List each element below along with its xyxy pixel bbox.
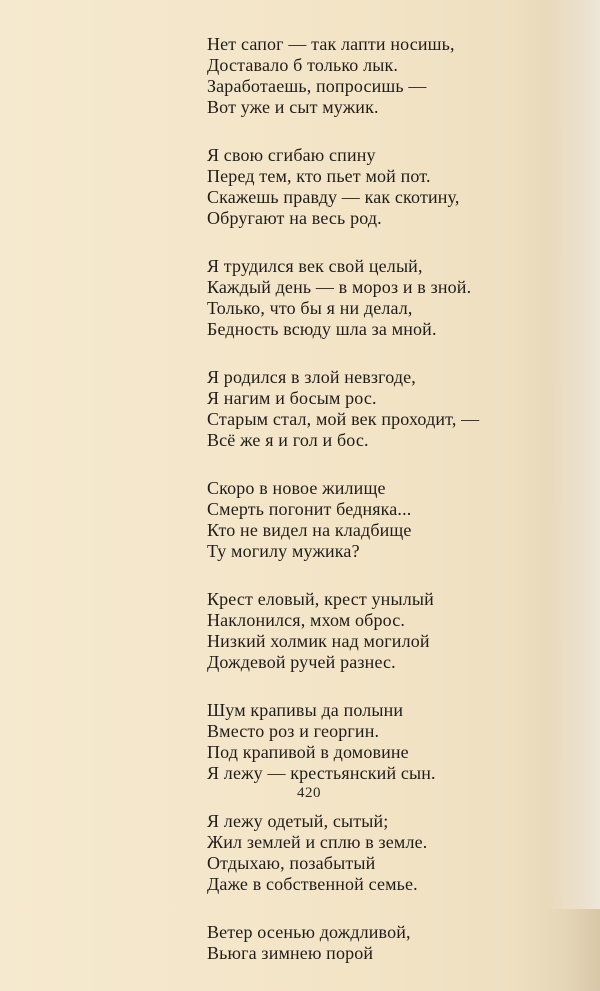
page-number: 420 (297, 785, 321, 801)
stanza-9 (207, 922, 517, 964)
poem-line: Только, что бы я ни делал, (207, 298, 413, 318)
poem-line: Даже в собственной семье. (207, 874, 418, 894)
stanza-5 (207, 478, 517, 562)
poem-line: Низкий холмик над могилой (207, 631, 430, 651)
poem-line: Я свою сгибаю спину (207, 145, 376, 165)
poem-text (207, 34, 517, 991)
poem-line: Скоро в новое жилище (207, 478, 386, 498)
stanza-4 (207, 367, 517, 451)
poem-line: Я лежу одетый, сытый; (207, 811, 389, 831)
poem-line: Я лежу — крестьянский сын. (207, 763, 436, 783)
poem-line: Всё же я и гол и бос. (207, 430, 369, 450)
poem-line: Я трудился век свой целый, (207, 256, 423, 276)
poem-line: Старым стал, мой век проходит, — (207, 409, 480, 429)
stanza-2 (207, 145, 517, 229)
poem-line: Наклонился, мхом оброс. (207, 610, 406, 630)
poem-line: Смерть погонит бедняка... (207, 499, 412, 519)
poem-line: Бедность всюду шла за мной. (207, 319, 437, 339)
poem-line: Скажешь правду — как скотину, (207, 187, 460, 207)
poem-line: Обругают на весь род. (207, 208, 382, 228)
poem-line: Нет сапог — так лапти носишь, (207, 34, 455, 54)
poem-line: Я нагим и босым рос. (207, 388, 377, 408)
stanza-8 (207, 811, 517, 895)
poem-line: Вместо роз и георгин. (207, 721, 380, 741)
poem-line: Кто не видел на кладбище (207, 520, 412, 540)
poem-line: Жил землей и сплю в земле. (207, 832, 428, 852)
stanza-6 (207, 589, 517, 673)
stanza-7 (207, 700, 517, 784)
poem-line: Дождевой ручей разнес. (207, 652, 396, 672)
poem-line: Перед тем, кто пьет мой пот. (207, 166, 431, 186)
poem-line: Доставало б только лык. (207, 55, 399, 75)
poem-line: Ту могилу мужика? (207, 541, 360, 561)
poem-line: Шум крапивы да полыни (207, 700, 404, 720)
stanza-1 (207, 34, 517, 118)
poem-line: Заработаешь, попросишь — (207, 76, 427, 96)
poem-line: Ветер осенью дождливой, (207, 922, 411, 942)
poem-line: Крест еловый, крест унылый (207, 589, 434, 609)
poem-line: Вот уже и сыт мужик. (207, 97, 379, 117)
poem-line: Я родился в злой невзгоде, (207, 367, 416, 387)
stanza-3 (207, 256, 517, 340)
poem-line: Каждый день — в мороз и в зной. (207, 277, 472, 297)
poem-line: Отдыхаю, позабытый (207, 853, 376, 873)
page-edge-shadow (546, 0, 600, 909)
poem-line: Под крапивой в домовине (207, 742, 409, 762)
poem-line: Вьюга зимнею порой (207, 943, 374, 963)
